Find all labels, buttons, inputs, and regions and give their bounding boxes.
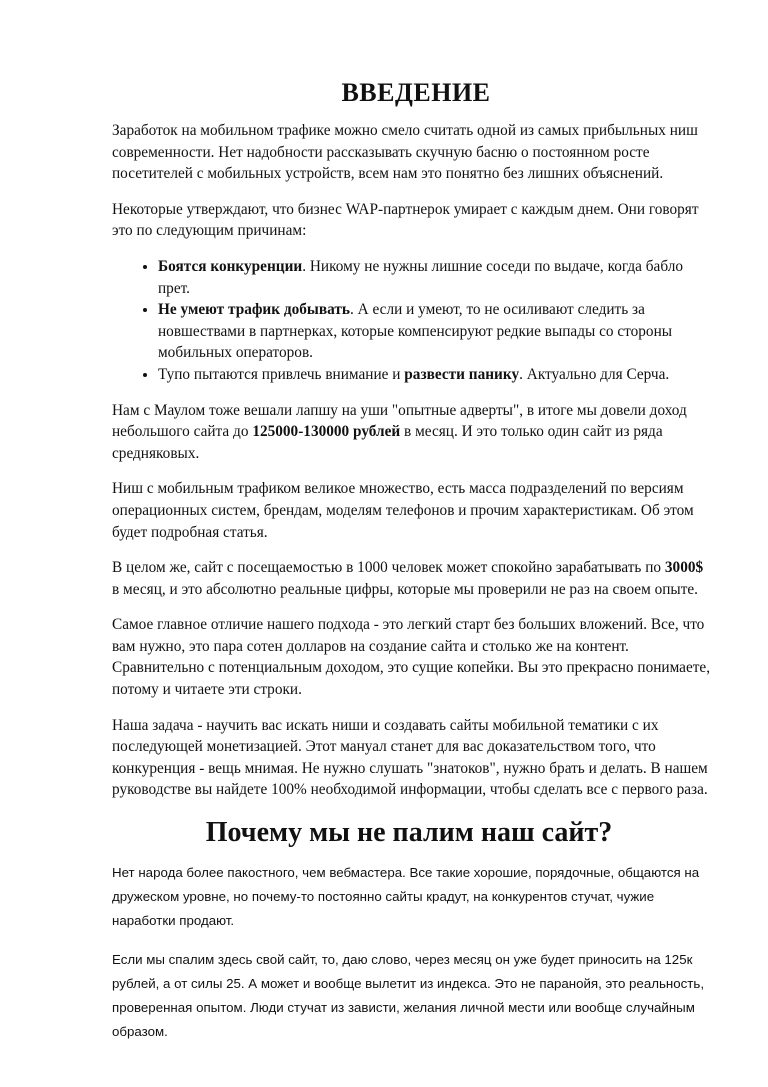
reason-1-text: . Никому не нужны лишние соседи по выдаче, когда бабло прет. <box>158 257 684 297</box>
reason-2-bold: Не умеют трафик добывать <box>158 301 350 319</box>
reason-item-2 <box>158 299 712 364</box>
reason-1-bold: Боятся конкуренции <box>158 257 303 275</box>
intro-paragraph-1: Заработок на мобильном трафике можно смело считать одной из самых прибыльных ниш современности. Нет надобности рассказывать скучную басню о постоянном росте посетителей с мобильных устройств, всем нам это понятно без лишних объяснений. <box>112 122 698 183</box>
intro-paragraph-4: Ниш с мобильным трафиком великое множество, есть масса подразделений по версиям операционных систем, брендам, моделям телефонов и прочим характеристикам. Об этом будет подробная статья. <box>112 480 694 541</box>
p5-bold-amount: 3000$ <box>664 559 704 577</box>
p3-text-after: в месяц. И это только один сайт из ряда средняковых. <box>112 423 663 462</box>
p3-bold-amount: 125000-130000 рублей <box>252 423 401 441</box>
reasons-list <box>112 256 712 386</box>
section2-paragraph-1: Нет народа более пакостного, чем вебмастера. Все такие хорошие, порядочные, общаются на дружеском уровне, но почему-то постоянно сайты крадут, на конкурентов стучат, чужие наработки продают. <box>112 865 700 929</box>
intro-paragraph-2: Некоторые утверждают, что бизнес WAP-партнерок умирает с каждым днем. Они говорят это по следующим причинам: <box>112 200 699 240</box>
reason-item-3 <box>158 364 712 386</box>
reason-2-text: . А если и умеют, то не осиливают следить за новшествами в партнерках, которые компенсируют редкие выпады со стороны мобильных операторов. <box>158 301 673 362</box>
reason-item-1 <box>158 256 712 299</box>
section2-paragraph-2: Если мы спалим здесь свой сайт, то, даю слово, через месяц он уже будет приносить на 125к рублей, а от силы 25. А может и вообще вылетит из индекса. Это не паранойя, это реальность, проверенная опытом. Люди стучат из зависти, желания личной мести или вообще случайным образом. <box>112 952 705 1040</box>
p5-text-before: В целом же, сайт с посещаемостью в 1000 человек может спокойно зарабатывать по <box>112 559 665 577</box>
p5-text-after: в месяц, и это абсолютно реальные цифры, которые мы проверили не раз на своем опыте. <box>112 580 698 598</box>
document-page <box>112 78 712 1059</box>
intro-paragraph-7: Наша задача - научить вас искать ниши и создавать сайты мобильной тематики с их последующей монетизацией. Этот мануал станет для вас доказательством того, что конкуренция - вещь мнимая. Не нужно слушать "знатоков", нужно брать и делать. В нашем руководстве вы найдете 100% необходимой информации, чтобы сделать все с первого раза. <box>112 716 708 799</box>
reason-3-tail: . Актуально для Серча. <box>519 365 670 383</box>
reason-3-bold: развести панику <box>404 365 520 383</box>
intro-title: ВВЕДЕНИЕ <box>341 78 491 107</box>
section2-title: Почему мы не палим наш сайт? <box>205 817 613 849</box>
intro-paragraph-5 <box>112 557 712 600</box>
intro-paragraph-6: Самое главное отличие нашего подхода - это легкий старт без больших вложений. Все, что вам нужно, это пара сотен долларов на создание сайта и столько же на контент. Сравнительно с потенциальным доходом, это сущие копейки. Вы это прекрасно понимаете, потому и читаете эти строки. <box>112 616 711 699</box>
intro-paragraph-3 <box>112 400 712 465</box>
p3-text-before: Нам с Маулом тоже вешали лапшу на уши "опытные адверты", в итоге мы довели доход небольшого сайта до <box>112 401 687 441</box>
reason-3-text: Тупо пытаются привлечь внимание и <box>158 365 405 383</box>
